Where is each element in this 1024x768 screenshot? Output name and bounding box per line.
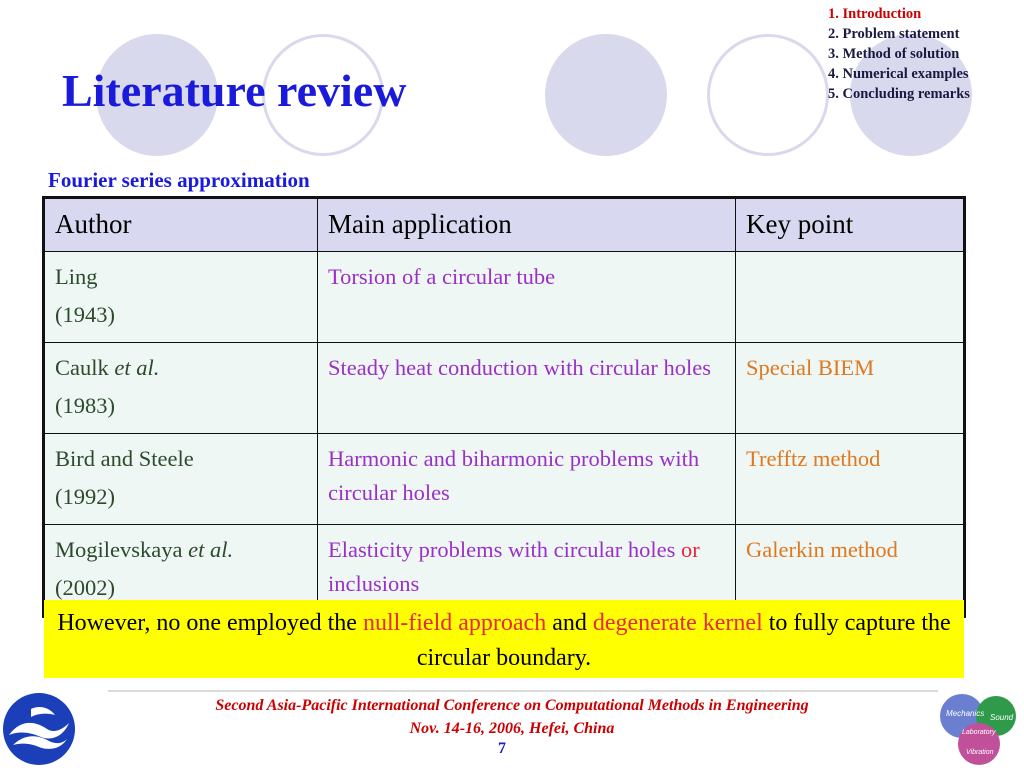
author-name: Mogilevskaya — [55, 537, 189, 562]
key-point-cell — [736, 252, 965, 343]
table-header-row — [44, 198, 965, 252]
author-name: Ling — [55, 264, 98, 289]
author-name: Bird and Steele — [55, 446, 194, 471]
lab-logo-word: Laboratory — [962, 729, 996, 736]
key-point-cell: Special BIEM — [736, 343, 965, 434]
column-header-main-application: Main application — [318, 198, 736, 252]
page-number: 7 — [498, 740, 506, 757]
application-text: Torsion of a circular tube — [328, 264, 556, 289]
section-subtitle: Fourier series approximation — [48, 168, 310, 192]
outline-item-concluding-remarks[interactable]: 5. Concluding remarks — [828, 86, 970, 102]
author-cell — [44, 252, 318, 343]
conclusion-note — [44, 600, 964, 678]
note-text: to fully capture the circular boundary. — [416, 610, 951, 671]
lab-logo-word: Sound — [990, 713, 1014, 722]
author-etal: et al. — [114, 355, 160, 380]
author-year: (1943) — [55, 302, 115, 327]
footer-conference: Second Asia-Pacific International Conference on Computational Methods in Engineering — [215, 697, 809, 714]
application-text: Harmonic and biharmonic problems with circular holes — [328, 446, 700, 505]
author-year: (1992) — [55, 484, 115, 509]
author-cell — [44, 343, 318, 434]
table-row — [44, 434, 965, 525]
note-text: However, no one employed the — [57, 610, 363, 636]
slide-title: Literature review — [62, 65, 407, 116]
outline-item-method-of-solution[interactable]: 3. Method of solution — [828, 46, 960, 62]
table-row — [44, 252, 965, 343]
note-highlight-degenerate-kernel: degenerate kernel — [592, 610, 763, 636]
key-point-cell: Trefftz method — [736, 434, 965, 525]
footer-divider — [108, 690, 938, 692]
application-text-tail: inclusions — [328, 571, 420, 596]
application-cell — [318, 343, 736, 434]
note-highlight-null-field: null-field approach — [362, 610, 547, 636]
outline-nav — [828, 4, 970, 104]
decor-circle — [545, 34, 667, 156]
column-header-author: Author — [44, 198, 318, 252]
note-text: and — [546, 610, 593, 636]
literature-table — [42, 196, 966, 618]
application-cell — [318, 434, 736, 525]
table-row — [44, 343, 965, 434]
lab-logo-word: Vibration — [966, 749, 994, 756]
outline-item-problem-statement[interactable]: 2. Problem statement — [828, 26, 960, 42]
column-header-key-point: Key point — [736, 198, 965, 252]
footer-date-place: Nov. 14-16, 2006, Hefei, China — [409, 720, 615, 737]
key-point-cell: Galerkin method — [736, 525, 965, 617]
lab-logo-word: Mechanics — [946, 709, 985, 718]
author-year: (2002) — [55, 575, 115, 600]
application-or: or — [681, 537, 700, 562]
author-year: (1983) — [55, 393, 115, 418]
outline-item-numerical-examples[interactable]: 4. Numerical examples — [828, 66, 969, 82]
outline-item-introduction[interactable]: 1. Introduction — [828, 6, 922, 22]
application-cell — [318, 252, 736, 343]
decor-circle-ring — [707, 34, 829, 156]
author-etal: et al. — [188, 537, 234, 562]
author-name: Caulk — [55, 355, 115, 380]
author-cell — [44, 434, 318, 525]
application-text: Steady heat conduction with circular holes — [328, 355, 712, 380]
application-text: Elasticity problems with circular holes — [328, 537, 682, 562]
